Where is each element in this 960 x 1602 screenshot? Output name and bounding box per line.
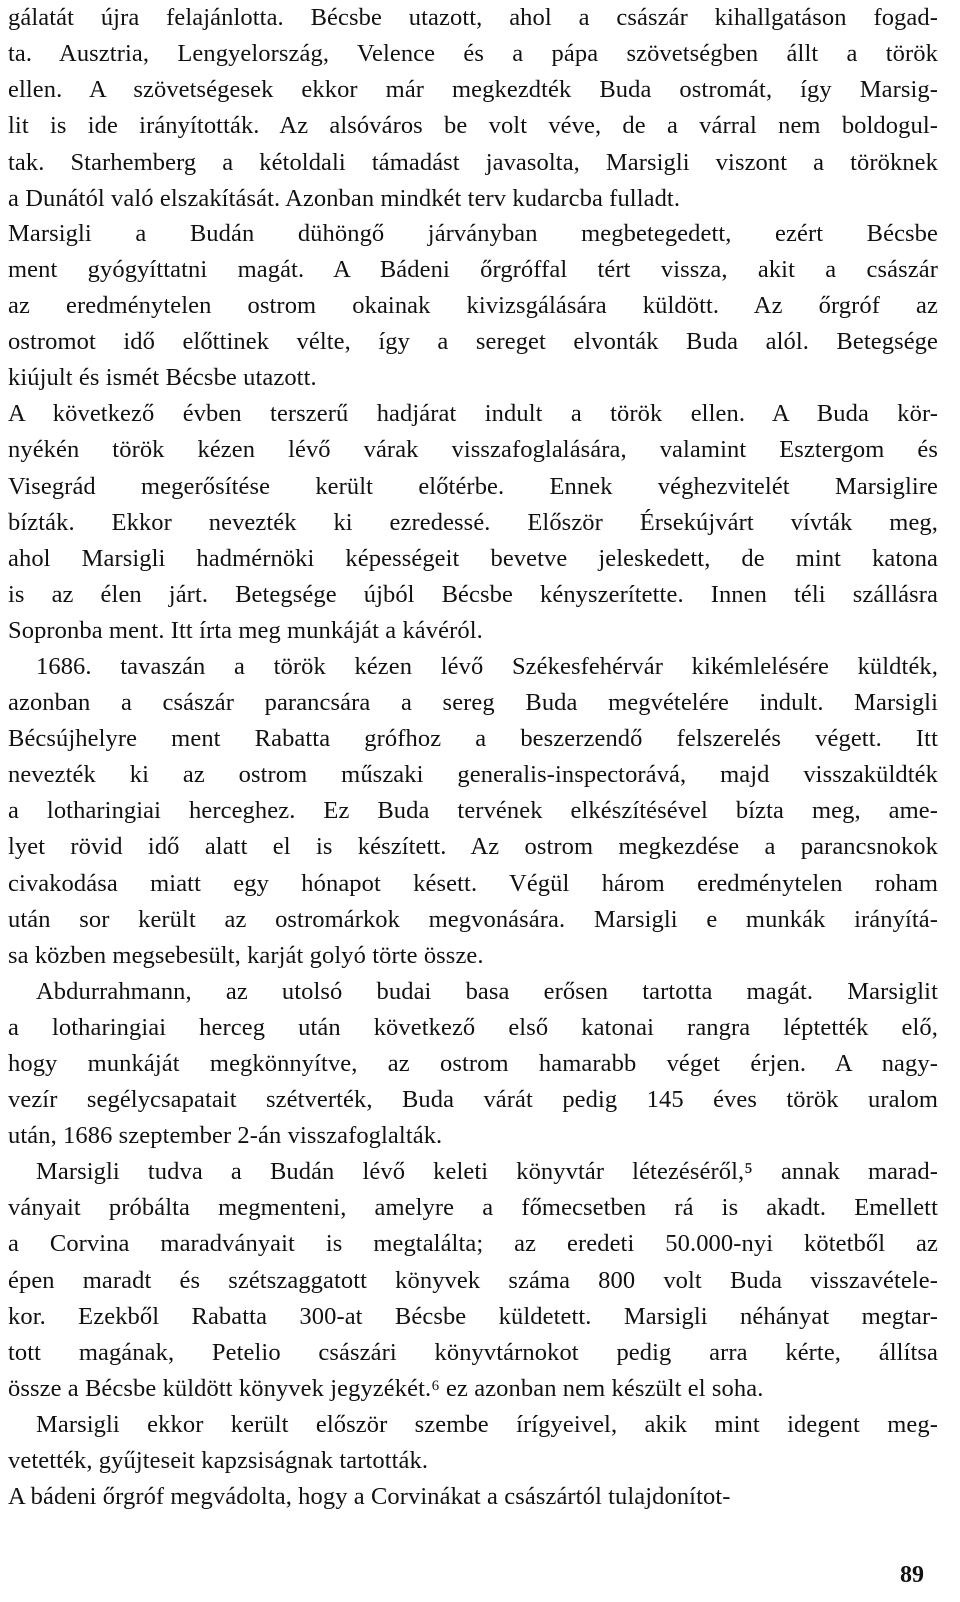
text-line: 1686. tavaszán a török kézen lévő Székesfehérvár kikémlelésére küldték,	[36, 653, 938, 680]
text-line: kor. Ezekből Rabatta 300-at Bécsbe küldetett. Marsigli néhányat megtar-	[8, 1303, 938, 1330]
text-line: civakodása miatt egy hónapot késett. Végül három eredménytelen roham	[8, 870, 938, 897]
text-line: is az élen járt. Betegsége újból Bécsbe kényszerítette. Innen téli szállásra	[8, 581, 938, 608]
text-line: az eredménytelen ostrom okainak kivizsgálására küldött. Az őrgróf az	[8, 292, 938, 319]
page-number: 89	[900, 1562, 924, 1588]
text-line: épen maradt és szétszaggatott könyvek száma 800 volt Buda visszavétele-	[8, 1267, 938, 1294]
text-line: nyékén török kézen lévő várak visszafoglalására, valamint Esztergom és	[8, 436, 938, 463]
text-line: bízták. Ekkor nevezték ki ezredessé. Először Érsekújvárt vívták meg,	[8, 509, 938, 536]
text-line: Abdurrahmann, az utolsó budai basa erősen tartotta magát. Marsiglit	[36, 978, 938, 1005]
text-line: Visegrád megerősítése került előtérbe. Ennek véghezvitelét Marsiglire	[8, 473, 938, 500]
text-line: A bádeni őrgróf megvádolta, hogy a Corvinákat a császártól tulajdonítot-	[8, 1483, 731, 1510]
text-line: után sor került az ostromárkok megvonására. Marsigli e munkák irányítá-	[8, 906, 938, 933]
text-line: A következő évben terszerű hadjárat indult a török ellen. A Buda kör-	[8, 400, 938, 427]
text-line: vetették, gyűjteseit kapzsiságnak tartották.	[8, 1447, 429, 1474]
text-line: után, 1686 szeptember 2-án visszafoglalták.	[8, 1122, 443, 1149]
text-line: lit is ide irányították. Az alsóváros be volt véve, de a várral nem boldogul-	[8, 112, 938, 139]
text-line: sa közben megsebesült, karját golyó törte össze.	[8, 942, 484, 969]
text-line: a Dunától való elszakítását. Azonban mindkét terv kudarcba fulladt.	[8, 185, 681, 212]
text-line: ahol Marsigli hadmérnöki képességeit bevetve jeleskedett, de mint katona	[8, 545, 938, 572]
text-line: tak. Starhemberg a kétoldali támadást javasolta, Marsigli viszont a töröknek	[8, 149, 938, 176]
text-line: Marsigli tudva a Budán lévő keleti könyvtár létezéséről,⁵ annak marad-	[36, 1158, 938, 1185]
text-line: gálatát újra felajánlotta. Bécsbe utazott, ahol a császár kihallgatáson fogad-	[8, 4, 938, 31]
text-line: hogy munkáját megkönnyítve, az ostrom hamarabb véget érjen. A nagy-	[8, 1050, 938, 1077]
text-line: vezír segélycsapatait szétverték, Buda várát pedig 145 éves török uralom	[8, 1086, 938, 1113]
text-line: ta. Ausztria, Lengyelország, Velence és a pápa szövetségben állt a török	[8, 40, 938, 67]
text-line: tott magának, Petelio császári könyvtárnokot pedig arra kérte, állítsa	[8, 1339, 938, 1366]
text-line: ellen. A szövetségesek ekkor már megkezdték Buda ostromát, így Marsig-	[8, 76, 938, 103]
text-line: ment gyógyíttatni magát. A Bádeni őrgróffal tért vissza, akit a császár	[8, 256, 938, 283]
text-line: a lotharingiai herceg után következő első katonai rangra léptették elő,	[8, 1014, 938, 1041]
text-line: nevezték ki az ostrom műszaki generalis-inspectorává, majd visszaküldték	[8, 761, 938, 788]
text-line: ostromot idő előttinek vélte, így a sereget elvonták Buda alól. Betegsége	[8, 328, 938, 355]
text-line: lyet rövid idő alatt el is készített. Az ostrom megkezdése a parancsnokok	[8, 833, 938, 860]
text-line: Bécsújhelyre ment Rabatta grófhoz a beszerzendő felszerelés végett. Itt	[8, 725, 938, 752]
text-line: kiújult és ismét Bécsbe utazott.	[8, 364, 317, 391]
text-line: a lotharingiai herceghez. Ez Buda tervének elkészítésével bízta meg, ame-	[8, 797, 938, 824]
text-line: Marsigli a Budán dühöngő járványban megbetegedett, ezért Bécsbe	[8, 220, 938, 247]
text-line: a Corvina maradványait is megtalálta; az eredeti 50.000-nyi kötetből az	[8, 1230, 938, 1257]
text-line: azonban a császár parancsára a sereg Buda megvételére indult. Marsigli	[8, 689, 938, 716]
text-line: ványait próbálta megmenteni, amelyre a főmecsetben rá is akadt. Emellett	[8, 1194, 938, 1221]
text-line: Marsigli ekkor került először szembe írígyeivel, akik mint idegent meg-	[36, 1411, 938, 1438]
text-line: össze a Bécsbe küldött könyvek jegyzékét.⁶ ez azonban nem készült el soha.	[8, 1375, 764, 1402]
text-line: Sopronba ment. Itt írta meg munkáját a kávéról.	[8, 617, 483, 644]
